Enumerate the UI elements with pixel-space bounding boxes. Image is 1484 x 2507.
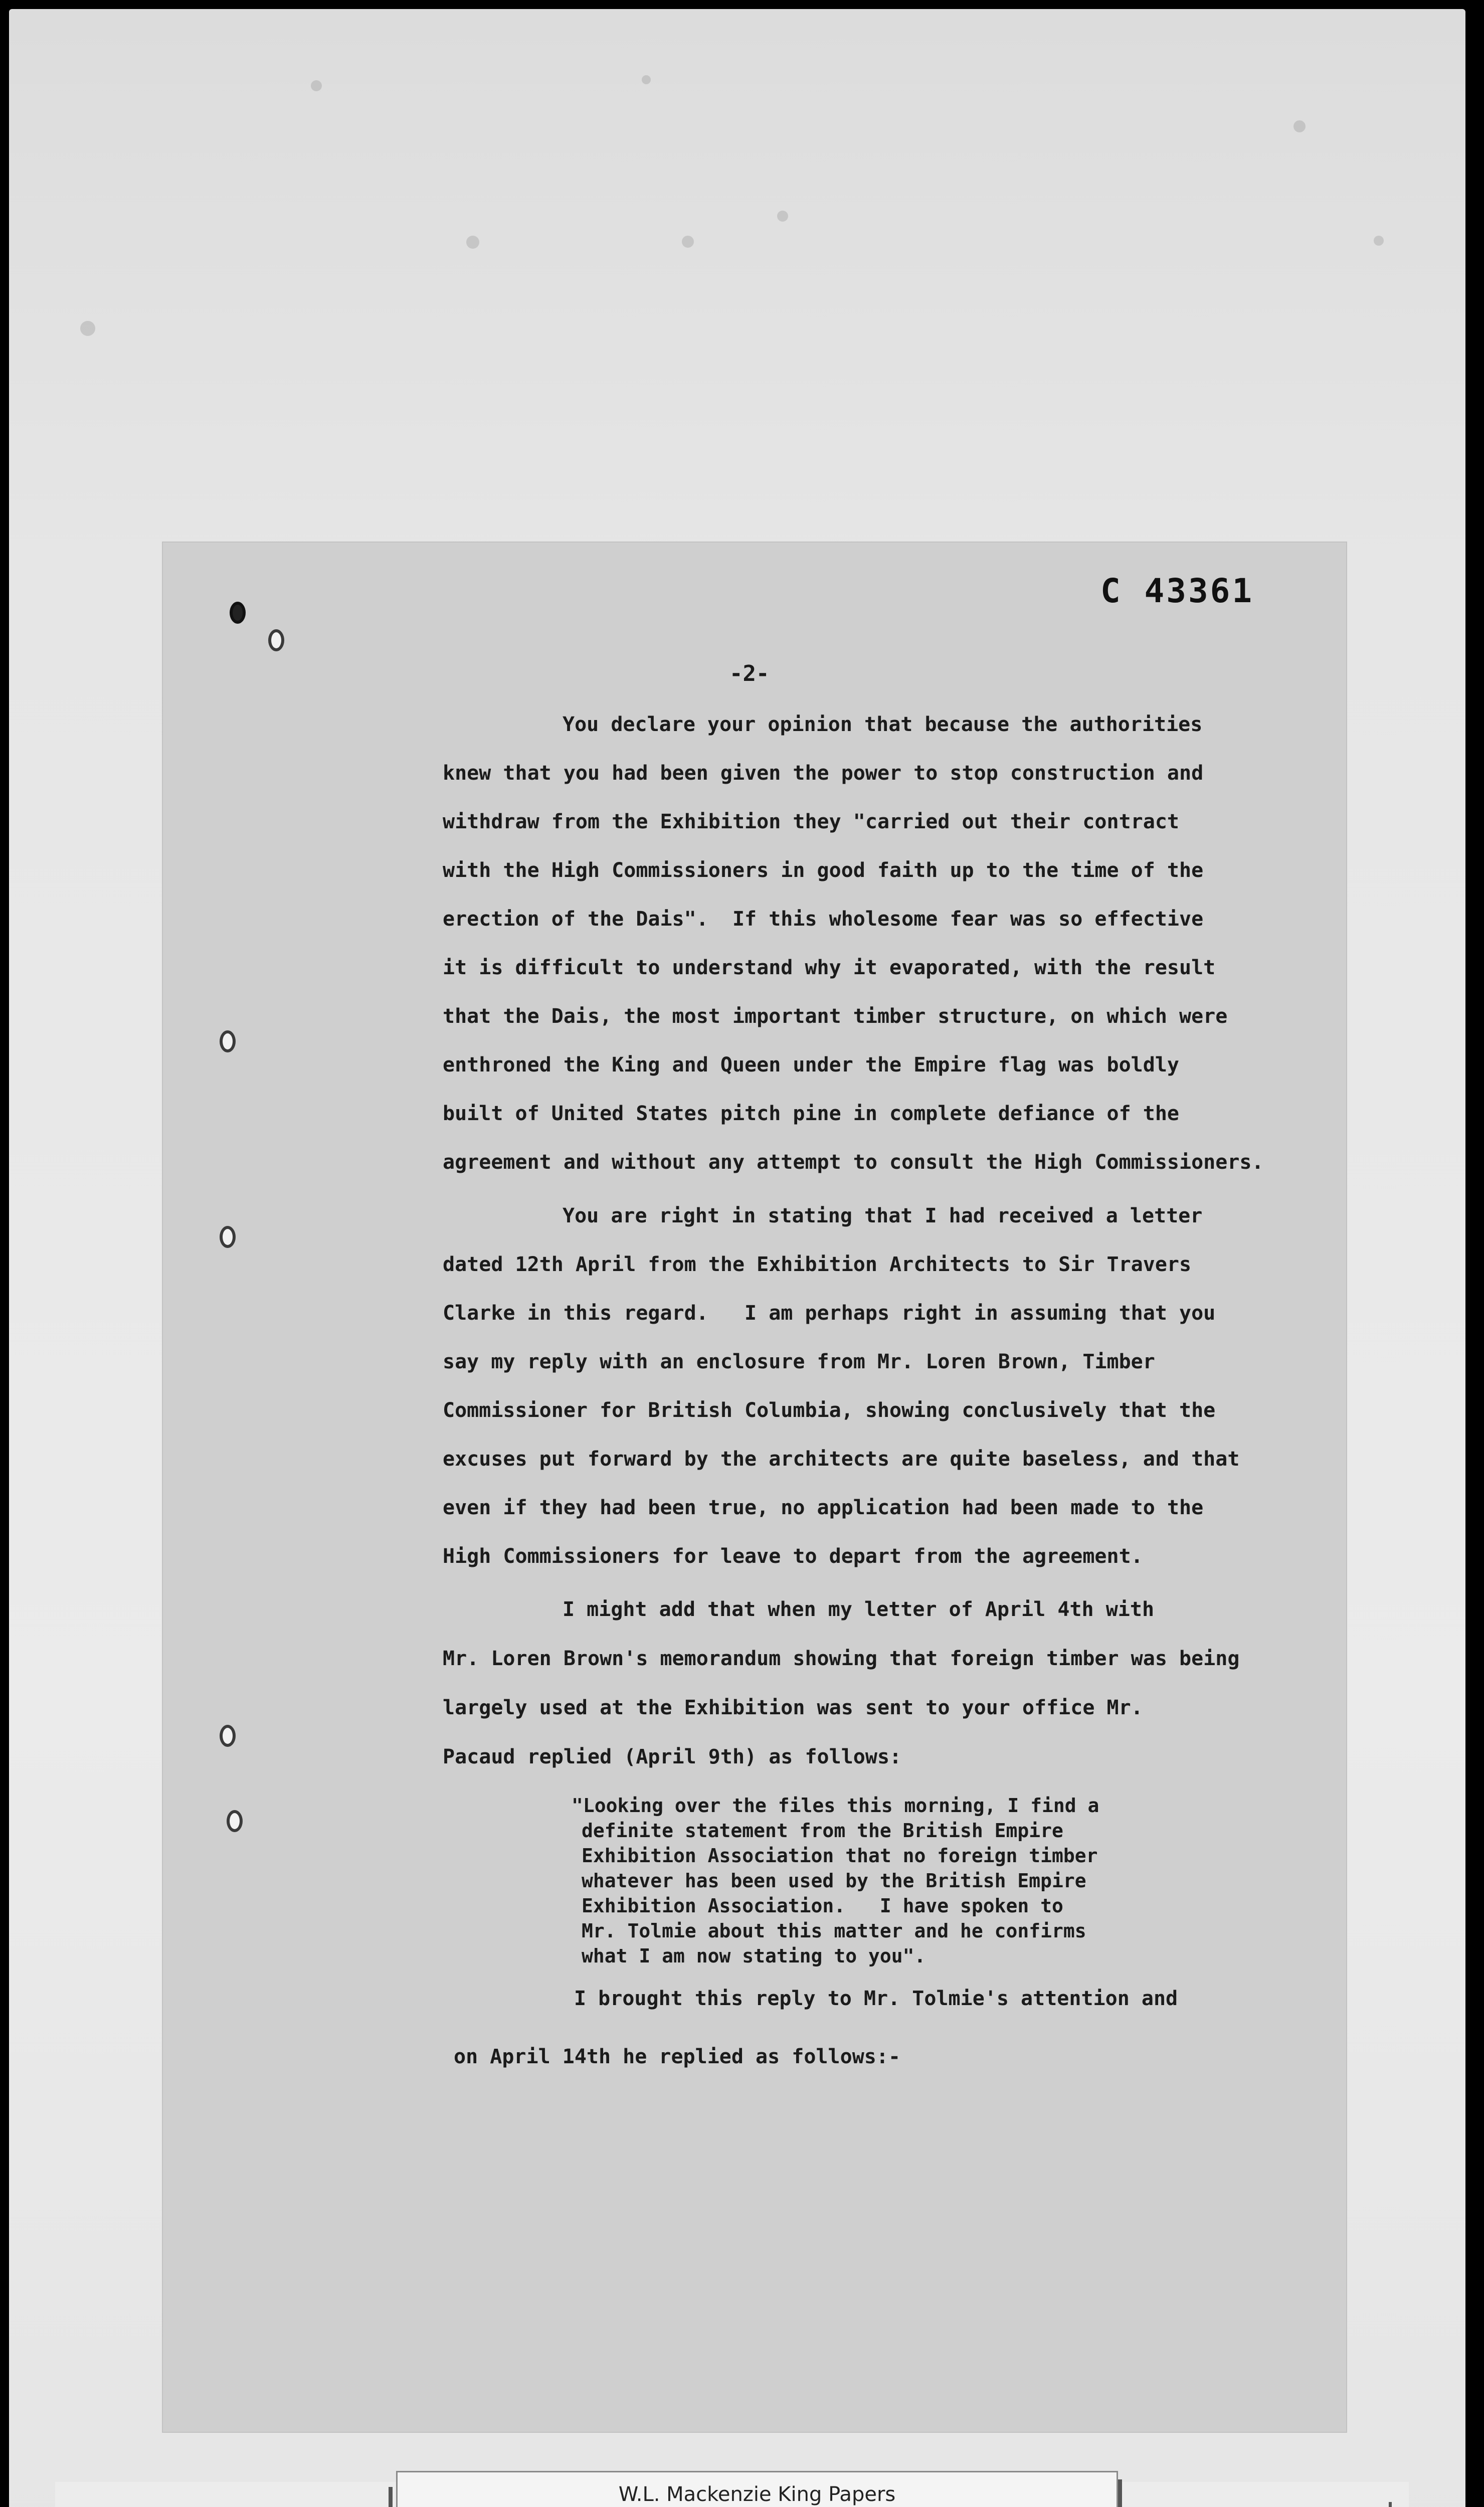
corner-mark [1118, 2479, 1122, 2507]
text-line: on April 14th he replied as follows:- [454, 2045, 901, 2068]
quote-line: what I am now stating to you". [582, 1945, 926, 1967]
quote-line: definite statement from the British Empire [582, 1820, 1063, 1842]
quote-line: "Looking over the files this morning, I find a [572, 1795, 1099, 1817]
text-line: withdraw from the Exhibition they "carried out their contract [443, 810, 1180, 833]
dust-speck [311, 80, 322, 91]
text-line: dated 12th April from the Exhibition Architects to Sir Travers [443, 1253, 1192, 1276]
quote-line: Exhibition Association. I have spoken to [582, 1895, 1063, 1917]
punch-hole [220, 1226, 236, 1248]
punch-hole [230, 602, 246, 624]
text-line: say my reply with an enclosure from Mr. Loren Brown, Timber [443, 1350, 1155, 1373]
dust-speck [1293, 120, 1306, 132]
text-line: High Commissioners for leave to depart from the agreement. [443, 1545, 1143, 1568]
dust-speck [466, 236, 479, 249]
text-line: erection of the Dais". If this wholesome fear was so effective [443, 908, 1204, 931]
punch-hole [220, 1030, 236, 1052]
text-line: largely used at the Exhibition was sent to your office Mr. [443, 1696, 1143, 1719]
text-line: with the High Commissioners in good faith up to the time of the [443, 859, 1204, 882]
text-line: enthroned the King and Queen under the Empire flag was boldly [443, 1053, 1180, 1077]
text-line: that the Dais, the most important timber structure, on which were [443, 1005, 1228, 1028]
punch-hole [227, 1810, 243, 1832]
quote-line: Mr. Tolmie about this matter and he confirms [582, 1920, 1086, 1942]
page-number: -2- [729, 661, 770, 686]
corner-mark [389, 2487, 393, 2507]
text-line: Commissioner for British Columbia, showing conclusively that the [443, 1399, 1216, 1422]
dust-speck [642, 75, 651, 84]
text-line: built of United States pitch pine in complete defiance of the [443, 1102, 1180, 1125]
text-line: even if they had been true, no application had been made to the [443, 1496, 1204, 1519]
text-line: I might add that when my letter of April 4th with [563, 1598, 1155, 1621]
dust-speck [777, 211, 788, 222]
text-line: knew that you had been given the power to stop construction and [443, 762, 1204, 785]
collection-name: W.L. Mackenzie King Papers [618, 2483, 896, 2506]
text-line: agreement and without any attempt to consult the High Commissioners. [443, 1151, 1264, 1174]
dust-speck [682, 236, 694, 248]
dust-speck [1374, 236, 1384, 246]
text-line: You declare your opinion that because the authorities [563, 713, 1203, 736]
quote-line: Exhibition Association that no foreign timber [582, 1845, 1098, 1867]
text-line: I brought this reply to Mr. Tolmie's attention and [574, 1987, 1178, 2010]
quote-line: whatever has been used by the British Empire [582, 1870, 1086, 1892]
collection-label [396, 2471, 1118, 2507]
text-line: Pacaud replied (April 9th) as follows: [443, 1745, 902, 1768]
text-line: excuses put forward by the architects are quite baseless, and that [443, 1448, 1240, 1471]
punch-hole [220, 1725, 236, 1747]
text-line: You are right in stating that I had received a letter [563, 1204, 1203, 1227]
dust-speck [80, 321, 95, 336]
reference-number: C 43361 [1100, 572, 1254, 610]
text-line: it is difficult to understand why it evaporated, with the result [443, 956, 1216, 979]
punch-hole [268, 629, 284, 651]
text-line: Clarke in this regard. I am perhaps right in assuming that you [443, 1302, 1216, 1325]
corner-mark [1389, 2502, 1392, 2507]
text-line: Mr. Loren Brown's memorandum showing that foreign timber was being [443, 1647, 1240, 1670]
